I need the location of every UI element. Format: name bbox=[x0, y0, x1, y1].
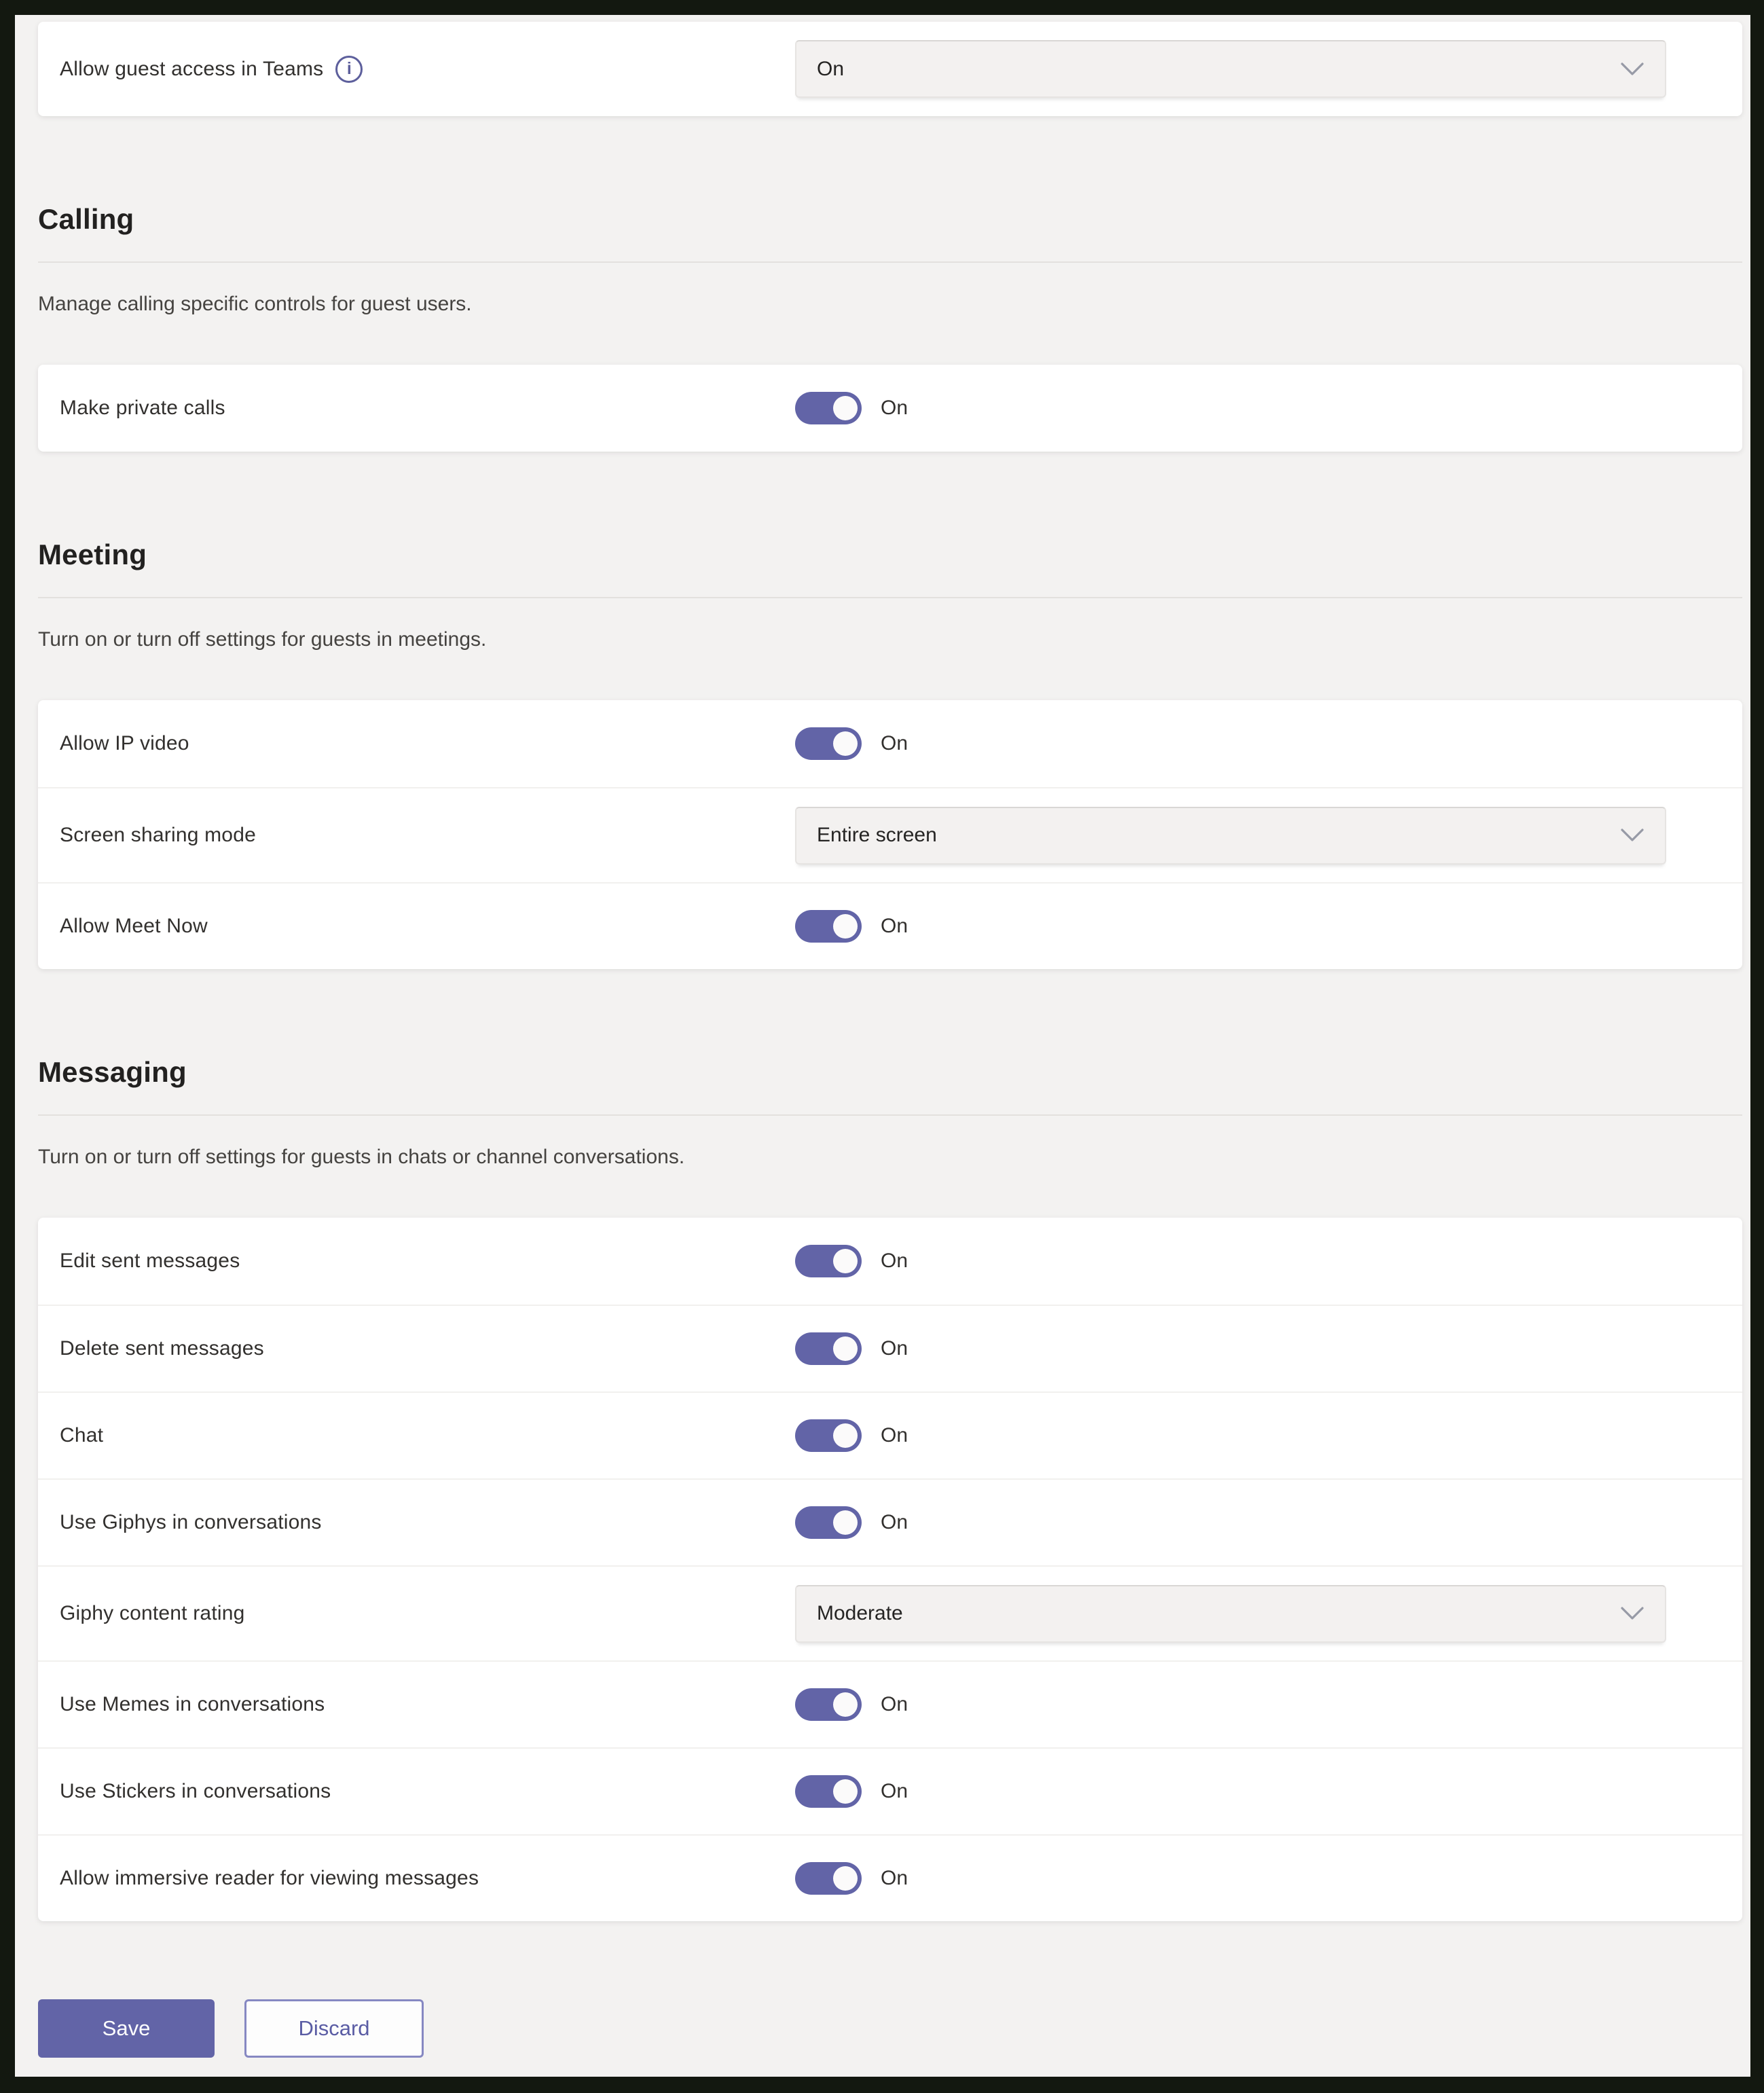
meeting-settings-card bbox=[38, 700, 1742, 969]
setting-label: Use Giphys in conversations bbox=[60, 1511, 322, 1533]
toggle-knob bbox=[833, 731, 858, 756]
toggle-knob bbox=[833, 1692, 858, 1717]
calling-settings-card bbox=[38, 365, 1742, 452]
setting-label: Edit sent messages bbox=[60, 1250, 240, 1272]
setting-label: Screen sharing mode bbox=[60, 824, 256, 846]
setting-control bbox=[795, 1480, 908, 1565]
section-description-meeting: Turn on or turn off settings for guests in meetings. bbox=[38, 628, 487, 651]
guest-access-control bbox=[795, 22, 1666, 116]
allow-immersive-reader-toggle[interactable] bbox=[795, 1862, 862, 1895]
setting-control bbox=[795, 884, 908, 969]
use-giphys-toggle[interactable] bbox=[795, 1506, 862, 1539]
setting-row-edit-sent-messages bbox=[38, 1218, 1742, 1305]
discard-button[interactable]: Discard bbox=[244, 1999, 424, 2058]
toggle-knob bbox=[833, 396, 858, 420]
toggle-state-label: On bbox=[881, 1780, 908, 1802]
setting-row-use-giphys-in-conversations bbox=[38, 1478, 1742, 1565]
setting-label: Delete sent messages bbox=[60, 1337, 264, 1360]
setting-control bbox=[795, 1218, 908, 1305]
toggle-state-label: On bbox=[881, 915, 908, 937]
section-description-messaging: Turn on or turn off settings for guests in chats or channel conversations. bbox=[38, 1146, 685, 1168]
use-memes-toggle[interactable] bbox=[795, 1688, 862, 1721]
setting-row-use-stickers-in-conversations bbox=[38, 1747, 1742, 1834]
setting-control bbox=[795, 365, 908, 452]
screen-sharing-mode-dropdown[interactable] bbox=[795, 807, 1666, 864]
toggle-state-label: On bbox=[881, 1867, 908, 1889]
section-title-messaging: Messaging bbox=[38, 1056, 187, 1088]
setting-label: Use Stickers in conversations bbox=[60, 1780, 331, 1802]
chevron-down-icon bbox=[1620, 1606, 1644, 1621]
setting-control bbox=[795, 1306, 908, 1391]
setting-row-chat bbox=[38, 1391, 1742, 1478]
info-icon[interactable]: i bbox=[335, 56, 363, 83]
setting-row-allow-meet-now bbox=[38, 882, 1742, 969]
setting-row-giphy-content-rating bbox=[38, 1565, 1742, 1660]
section-title-calling: Calling bbox=[38, 203, 134, 235]
setting-label: Giphy content rating bbox=[60, 1602, 245, 1624]
chevron-down-icon bbox=[1620, 62, 1644, 77]
toggle-knob bbox=[833, 914, 858, 939]
guest-access-settings-page bbox=[15, 15, 1750, 2077]
toggle-knob bbox=[833, 1866, 858, 1891]
toggle-knob bbox=[833, 1779, 858, 1804]
setting-control bbox=[795, 700, 908, 787]
setting-control bbox=[795, 1749, 908, 1834]
save-button[interactable]: Save bbox=[38, 1999, 215, 2058]
section-divider-meeting bbox=[38, 597, 1742, 598]
toggle-state-label: On bbox=[881, 397, 908, 419]
setting-label: Use Memes in conversations bbox=[60, 1693, 325, 1715]
setting-row-screen-sharing-mode bbox=[38, 787, 1742, 882]
allow-meet-now-toggle[interactable] bbox=[795, 910, 862, 943]
setting-control bbox=[795, 1836, 908, 1921]
setting-control bbox=[795, 1662, 908, 1747]
toggle-state-label: On bbox=[881, 1693, 908, 1715]
setting-label: Allow IP video bbox=[60, 732, 189, 754]
chat-toggle[interactable] bbox=[795, 1419, 862, 1452]
section-divider-messaging bbox=[38, 1114, 1742, 1116]
setting-row-allow-immersive-reader bbox=[38, 1834, 1742, 1921]
toggle-state-label: On bbox=[881, 1250, 908, 1272]
allow-ip-video-toggle[interactable] bbox=[795, 727, 862, 760]
delete-sent-messages-toggle[interactable] bbox=[795, 1332, 862, 1365]
screen-sharing-mode-value: Entire screen bbox=[817, 824, 937, 846]
toggle-state-label: On bbox=[881, 732, 908, 754]
section-description-calling: Manage calling specific controls for guest users. bbox=[38, 293, 472, 315]
toggle-knob bbox=[833, 1510, 858, 1535]
setting-label: Allow Meet Now bbox=[60, 915, 208, 937]
make-private-calls-toggle[interactable] bbox=[795, 392, 862, 424]
setting-control bbox=[795, 788, 1666, 882]
edit-sent-messages-toggle[interactable] bbox=[795, 1245, 862, 1277]
footer-actions bbox=[38, 1999, 1742, 2058]
guest-access-card bbox=[38, 22, 1742, 116]
messaging-settings-card bbox=[38, 1218, 1742, 1921]
setting-row-allow-ip-video bbox=[38, 700, 1742, 787]
toggle-state-label: On bbox=[881, 1511, 908, 1533]
setting-row-use-memes-in-conversations bbox=[38, 1660, 1742, 1747]
toggle-knob bbox=[833, 1336, 858, 1361]
setting-row-delete-sent-messages bbox=[38, 1305, 1742, 1391]
setting-label: Chat bbox=[60, 1424, 104, 1446]
setting-control bbox=[795, 1393, 908, 1478]
chevron-down-icon bbox=[1620, 828, 1644, 843]
giphy-content-rating-value: Moderate bbox=[817, 1602, 903, 1624]
toggle-state-label: On bbox=[881, 1337, 908, 1360]
section-title-meeting: Meeting bbox=[38, 539, 147, 570]
guest-access-label: Allow guest access in Teams bbox=[60, 57, 324, 80]
guest-access-dropdown[interactable] bbox=[795, 40, 1666, 98]
toggle-state-label: On bbox=[881, 1424, 908, 1446]
setting-row-make-private-calls bbox=[38, 365, 1742, 452]
setting-control bbox=[795, 1567, 1666, 1660]
setting-label: Make private calls bbox=[60, 397, 225, 419]
toggle-knob bbox=[833, 1423, 858, 1448]
toggle-knob bbox=[833, 1249, 858, 1273]
guest-access-dropdown-value: On bbox=[817, 57, 845, 80]
use-stickers-toggle[interactable] bbox=[795, 1775, 862, 1808]
setting-label: Allow immersive reader for viewing messages bbox=[60, 1867, 479, 1889]
giphy-content-rating-dropdown[interactable] bbox=[795, 1585, 1666, 1643]
section-divider-calling bbox=[38, 261, 1742, 263]
